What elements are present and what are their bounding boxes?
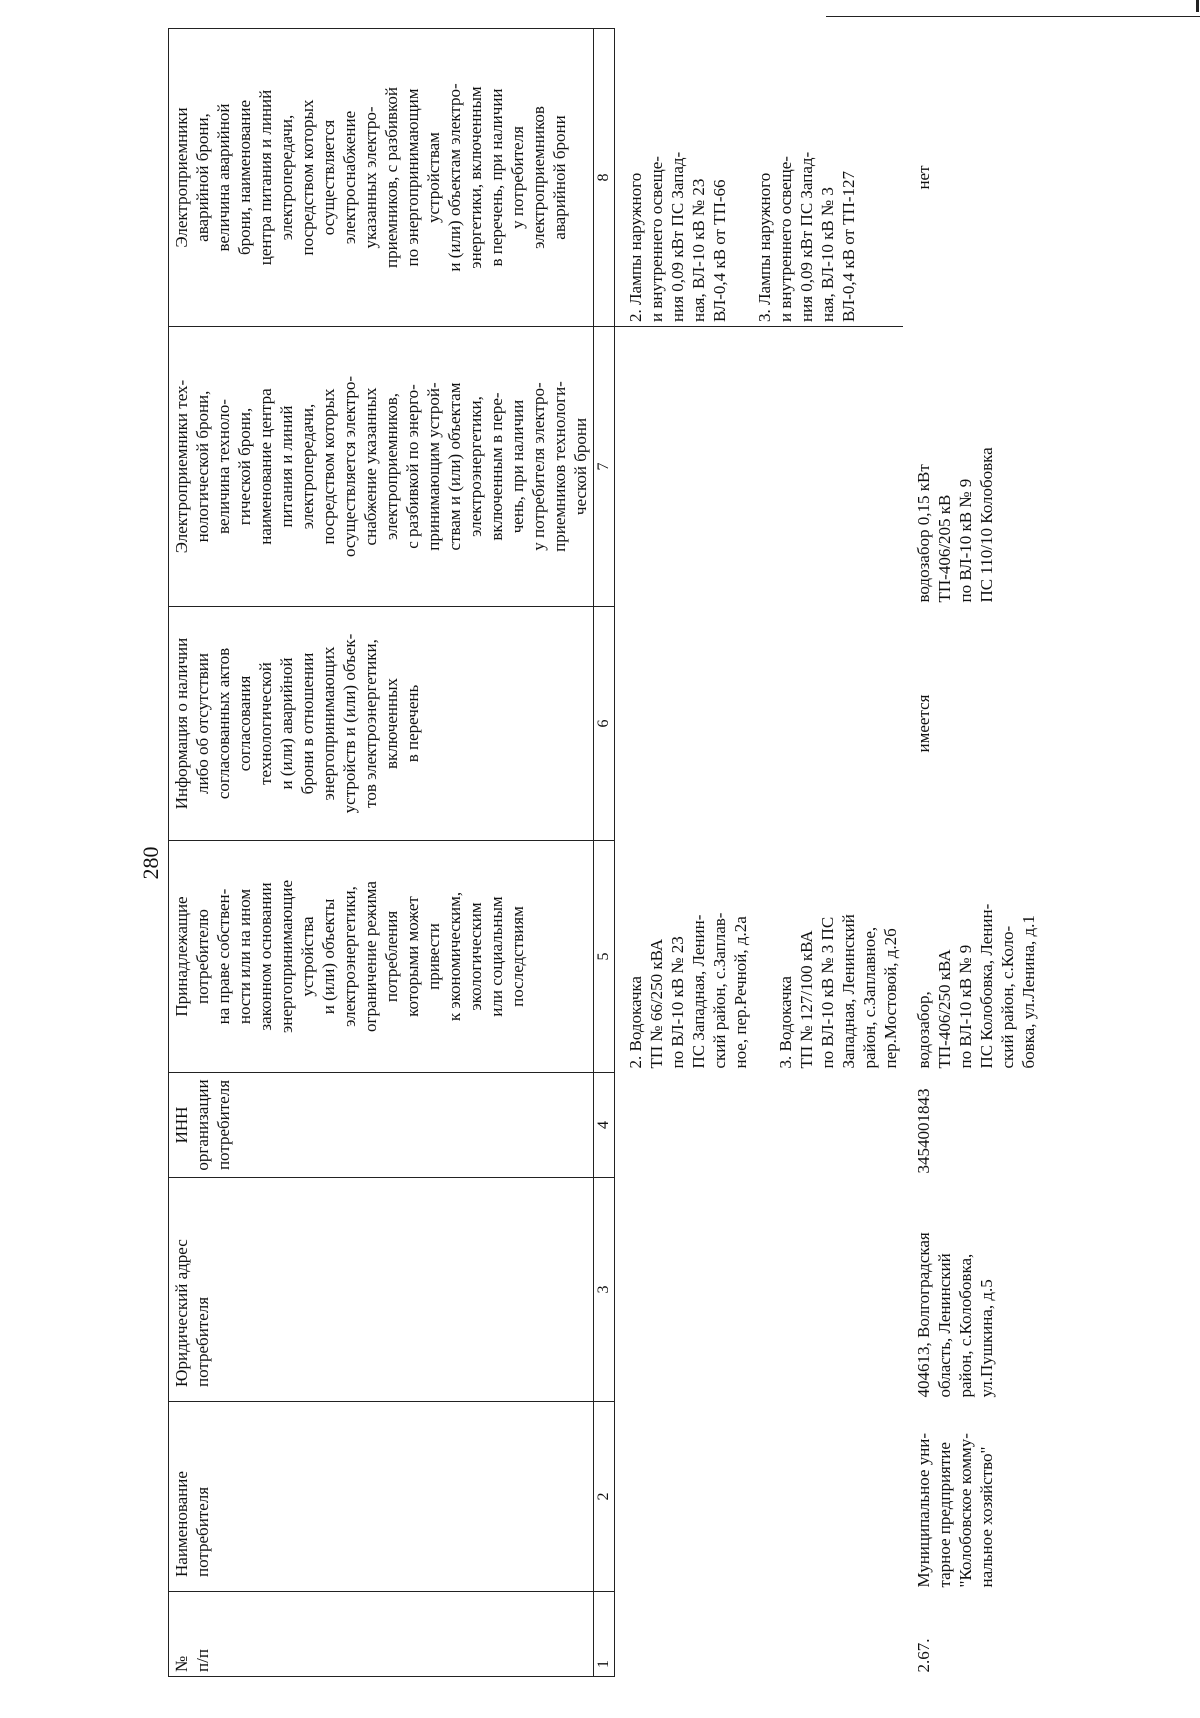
- header-tech-reserve: Электроприемники тех- нологической брони, величина техноло- гической брони, наименование центра питания и линий электропередачи, посредством которых осуществляется электро- снабжение указанных электроприемников, с разбивкой по энерго- принимающим устрой- ствам и (или) объектам электроэнергетики, включенным в пере- чень, при наличии у потребителя электро- приемников технологи- ческой брони: [169, 327, 594, 607]
- emergency-entry-3: 3. Лампы наружного и внутреннего освеще- ния 0,09 кВт ПС Запад- ная, ВЛ-10 кВ № 3 ВЛ-0,4 кВ от ТП-127: [755, 151, 858, 322]
- column-number: 8: [594, 29, 615, 327]
- page-number: 280: [138, 846, 163, 880]
- consumer-table: [168, 28, 1041, 1677]
- emergency-entry-2: 2. Лампы наружного и внутреннего освеще- ния 0,09 кВт ПС Запад- ная, ВЛ-10 кВ № 23 ВЛ-0,4 кВ от ТП-66: [626, 151, 729, 322]
- consumer-name: Муниципальное уни- тарное предприятие "Колобовское комму- нальное хозяйство": [914, 1432, 996, 1588]
- column-number-row: [594, 29, 615, 1677]
- emergency-reserve: нет: [914, 165, 933, 190]
- agreements-status: имеется: [914, 694, 933, 753]
- energy-devices: водозабор, ТП-406/250 кВА по ВЛ-10 кВ № 9 ПС Колобовка, Ленин- ский район, с.Коло- бовка, ул.Ленина, д.1: [914, 903, 1038, 1069]
- device-entry-3: 3. Водокачка ТП № 127/100 кВА по ВЛ-10 кВ № 3 ПС Западная, Ленинский район, с.Заплавное, пер.Мостовой, д.2б: [776, 914, 900, 1069]
- column-number: 6: [594, 607, 615, 841]
- row-number: 2.67.: [914, 1638, 933, 1673]
- emergency-cell: [615, 29, 904, 327]
- header-inn: ИНН организации потребителя: [169, 1073, 594, 1178]
- devices-cell: [615, 841, 904, 1073]
- column-number: 3: [594, 1178, 615, 1402]
- column-number: 1: [594, 1592, 615, 1677]
- header-row: [169, 29, 594, 1677]
- header-emergency-reserve: Электроприемники аварийной брони, величина аварийной брони, наименование центра питания и линий электропередачи, посредством которых осуществляется электроснабжение указанных электро- приемников, с разбивкой по энергопринимающим устройствам и (или) объектам электро- энергетики, включенным в перечень, при наличии у потребителя электроприемников аварийной брони: [169, 29, 594, 327]
- column-number: 2: [594, 1402, 615, 1592]
- table-row-continuation: [615, 29, 904, 1677]
- table-row-2-67: [903, 29, 1041, 1677]
- device-entry-2: 2. Водокачка ТП № 66/250 кВА по ВЛ-10 кВ № 23 ПС Западная, Ленин- ский район, с.Заплав- ное, пер.Речной, д.2а: [626, 912, 750, 1069]
- inn: 3454001843: [914, 1088, 933, 1174]
- column-number: 4: [594, 1073, 615, 1178]
- header-energy-devices: Принадлежащие потребителю на праве собствен- ности или на ином законном основании энергопринимающие устройства и (или) объекты электроэнергетики, ограничение режима потребления которыми может привести к экономическим, экологическим или социальным последствиям: [169, 841, 594, 1073]
- tech-reserve: водозабор 0,15 кВт ТП-406/205 кВ по ВЛ-10 кВ № 9 ПС 110/10 Колобовка: [914, 447, 996, 603]
- column-number: 7: [594, 327, 615, 607]
- column-number: 5: [594, 841, 615, 1073]
- legal-address: 404613, Волгоградская область, Ленинский район, с.Колобовка, ул.Пушкина, д.5: [914, 1232, 996, 1398]
- header-number: № п/п: [169, 1592, 594, 1677]
- header-legal-address: Юридический адрес потребителя: [169, 1178, 594, 1402]
- header-consumer-name: Наименование потребителя: [169, 1402, 594, 1592]
- header-agreement-info: Информация о наличии либо об отсутствии согласованных актов согласования технологической и (или) аварийной брони в отношении энергопринимающих устройств и (или) объек- тов электроэнергетики, включенных в перечень: [169, 607, 594, 841]
